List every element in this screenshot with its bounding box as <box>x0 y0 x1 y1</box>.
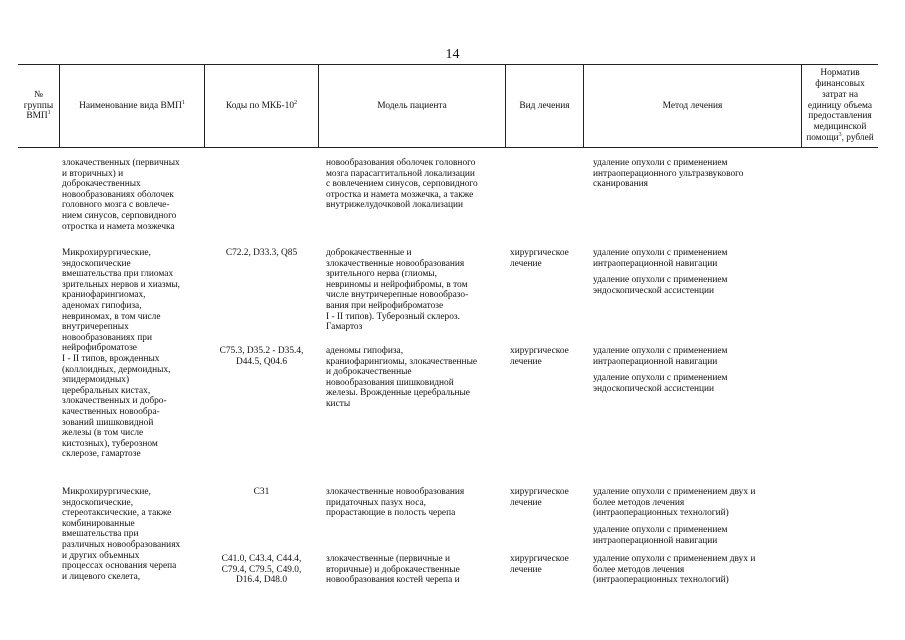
row-3a-treatment-type: хирургическое лечение <box>510 487 569 508</box>
row-3-vmp-name: Микрохирургические, эндоскопические, стереотаксические, а также комбинированные вмешательства при различных новообразованиях и других объемных процессах основания черепа и лицевого скелета, <box>62 487 181 582</box>
header-vmp-name-footnote: 1 <box>181 99 185 106</box>
header-treatment-method <box>584 65 801 147</box>
header-patient-model-text: Модель пациента <box>377 100 447 111</box>
header-financial-norm-text: Норматив финансовых затрат на единицу объема предоставления медицинской помощи <box>806 68 873 143</box>
header-treatment-type-text: Вид лечения <box>519 100 570 111</box>
row-3a-method-2: удаление опухоли с применением интраоперационной навигации <box>593 525 728 546</box>
row-3a-icd-codes: C31 <box>253 487 270 497</box>
row-3b-patient-model: злокачественные (первичные и вторичные) и доброкачественные новообразования костей черепа и <box>326 554 460 586</box>
header-vmp-name <box>60 65 204 147</box>
header-financial-norm-unit: , рублей <box>841 132 874 143</box>
header-icd-codes <box>205 65 318 147</box>
row-2a-icd-codes: C72.2, D33.3, Q85 <box>225 248 298 258</box>
row-2b-patient-model: аденомы гипофиза, краниофарингиомы, злокачественные и доброкачественные новообразования шишковидной железы. Врожденные церебральные кисты <box>326 346 478 409</box>
header-treatment-type <box>506 65 583 147</box>
row-2a-method-1: удаление опухоли с применением интраоперационной навигации <box>593 248 728 269</box>
header-financial-norm <box>802 65 878 147</box>
header-patient-model <box>319 65 505 147</box>
header-group-no-text: № группы ВМП <box>23 89 54 122</box>
row-1-patient-model: новообразования оболочек головного мозга парасаггитальной локализации с вовлечением синусов, серповидного отростка и намета мозжечка, а также внутрижелудочковой локализации <box>326 158 478 211</box>
row-2b-icd-codes: C75.3, D35.2 - D35.4, D44.5, Q04.6 <box>219 346 304 367</box>
row-2b-method-1: удаление опухоли с применением интраоперационной навигации <box>593 346 728 367</box>
row-1-method-1: удаление опухоли с применением интраоперационного ультразвукового сканирования <box>593 158 744 190</box>
row-3b-treatment-type: хирургическое лечение <box>510 554 569 575</box>
row-2b-treatment-type: хирургическое лечение <box>510 346 569 367</box>
row-3b-method-1: удаление опухоли с применением двух и более методов лечения (интраоперационных технологий) <box>593 554 756 586</box>
header-financial-norm-footnote: 3 <box>838 131 842 138</box>
row-1-vmp-name: злокачественных (первичных и вторичных) и доброкачественных новообразованиях оболочек головного мозга с вовлече- нием синусов, серповидного отростка и намета мозжечка <box>62 158 180 232</box>
header-bottom-border <box>18 147 878 148</box>
header-icd-codes-footnote: 2 <box>294 99 298 106</box>
header-treatment-method-text: Метод лечения <box>662 100 723 111</box>
page-number: 14 <box>445 47 460 62</box>
header-vmp-name-text: Наименование вида ВМП <box>79 100 182 111</box>
header-group-no-footnote: 1 <box>47 110 51 117</box>
row-2-vmp-name: Микрохирургические, эндоскопические вмешательства при глиомах зрительных нервов и хиазмы, краниофарингиомах, аденомах гипофиза, невриномах, в том числе внутричерепных новообразованиях при нейрофиброматозе I - II типов, врожденных (коллоидных, дермоидных, эпидермоидных) церебральных кистах, злокачественных и добро- качественных новообра- зований шишковидной железы (в том числе кистозных), туберозном склерозе, гамартозе <box>62 248 181 460</box>
row-3b-icd-codes: C41.0, C43.4, C44.4, C79.4, C79.5, C49.0, D16.4, D48.0 <box>221 554 302 586</box>
row-2b-method-2: удаление опухоли с применением эндоскопической ассистенции <box>593 373 728 394</box>
header-icd-codes-text: Коды по МКБ-10 <box>225 100 295 111</box>
header-group-no <box>18 65 59 147</box>
row-3a-method-1: удаление опухоли с применением двух и более методов лечения (интраоперационных технологий) <box>593 487 756 519</box>
row-2a-patient-model: доброкачественные и злокачественные новообразования зрительного нерва (глиомы, невриномы и нейрофибромы, в том числе внутричерепные новообразо- вания при нейрофиброматозе I - II типов). Туберозный склероз. Гамартоз <box>326 248 469 333</box>
row-3a-patient-model: злокачественные новообразования придаточных пазух носа, прорастающие в полость черепа <box>326 487 465 519</box>
row-2a-treatment-type: хирургическое лечение <box>510 248 569 269</box>
row-2a-method-2: удаление опухоли с применением эндоскопической ассистенции <box>593 275 728 296</box>
